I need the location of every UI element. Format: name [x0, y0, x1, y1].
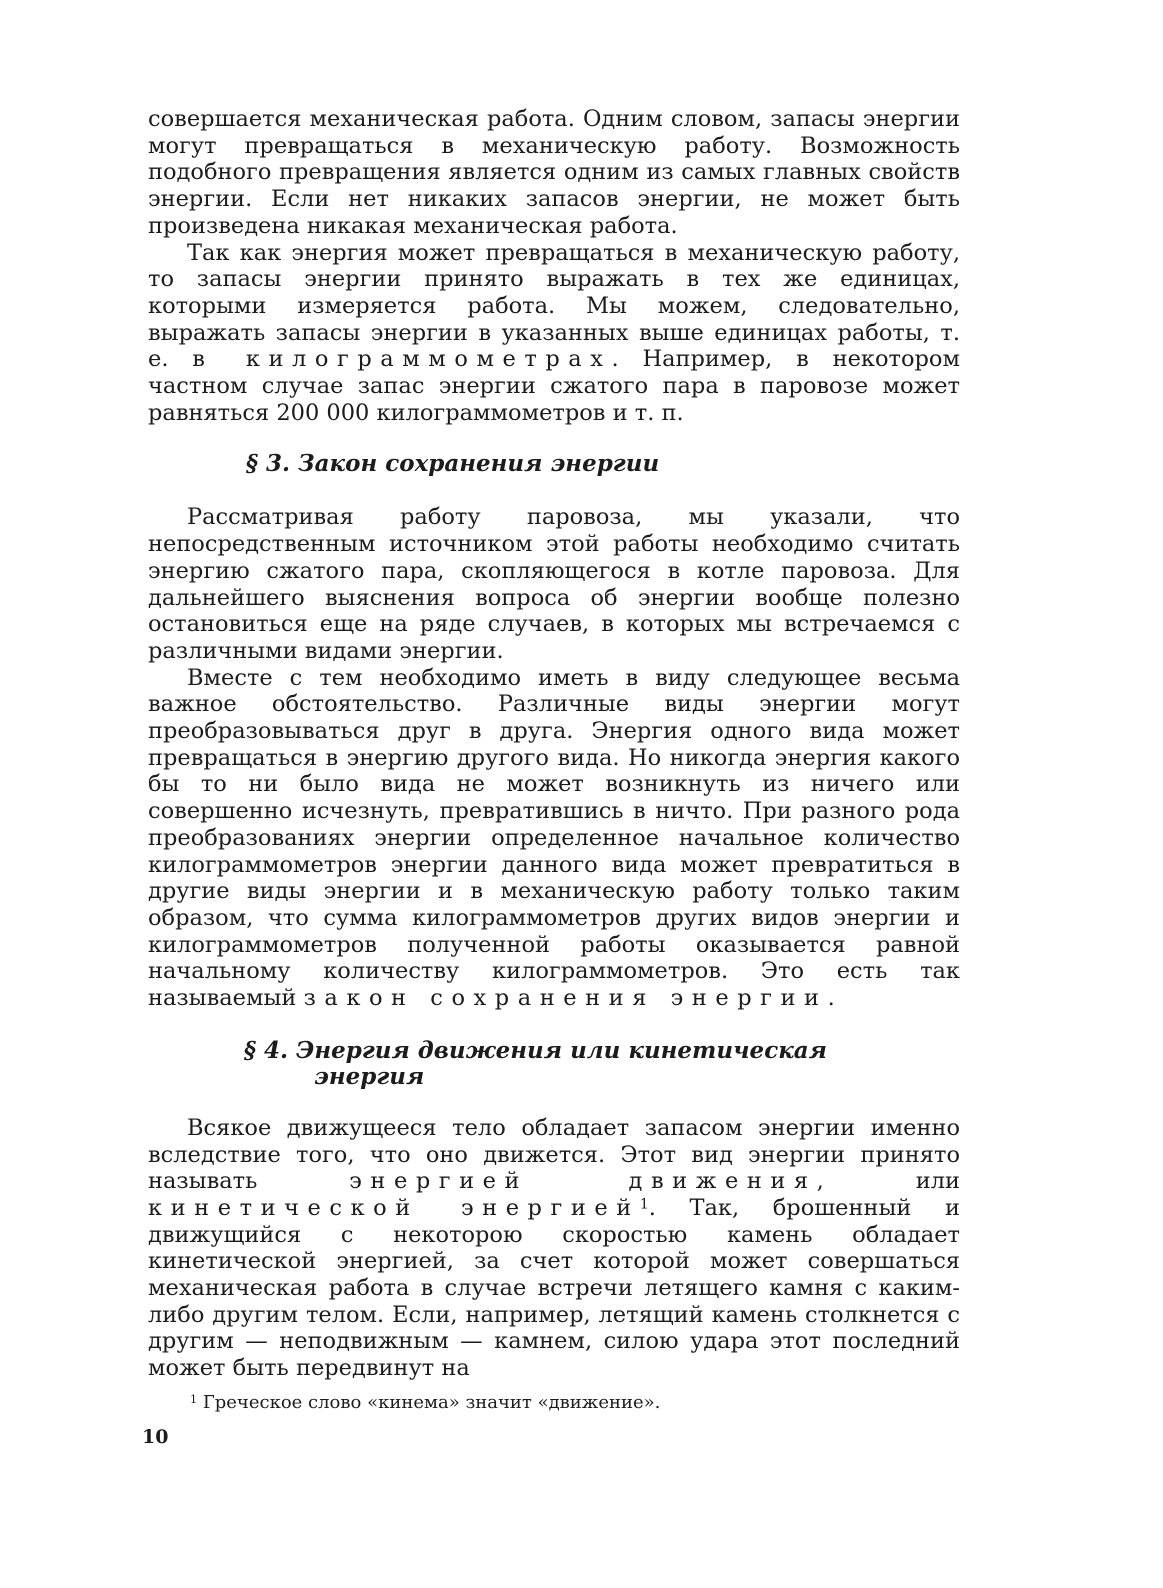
footnote — [190, 1392, 660, 1414]
paragraph-continuation: совершается механическая работа. Одним словом, запасы энергии могут превращаться в механическую работу. Возможность подобного превращения является одним из самых главных свойств энергии. Если нет никаких запасов энергии, не может быть произведена никакая механическая работа. — [148, 106, 960, 239]
section-4-heading-line-1: § 4. Энергия движения или кинетическая — [244, 1036, 827, 1064]
section-3-paragraph-2-text: Вместе с тем необходимо иметь в виду следующее весьма важное обстоятельство. Различные виды энергии могут преобразовываться друг в друга. Энергия одного вида может превращаться в энергию другого вида. Но никогда энергия какого бы то ни было вида не может возникнуть из ничего или совершенно исчезнуть, превратившись в ничто. При разного рода преобразованиях энергии определенное начальное количество килограммометров энергии данного вида может превратиться в другие виды энергии и в механическую работу только таким образом, что сумма килограммометров других видов энергии и килограммометров полученной работы оказывается равной начальному количеству килограммометров. Это есть так называемый — [148, 664, 960, 1012]
footnote-mark: 1 — [190, 1392, 198, 1406]
footnote-text: Греческое слово «кинема» значит «движение». — [202, 1392, 661, 1413]
text-column — [148, 106, 960, 1382]
emphasis-energy-of-motion: энергией движения — [349, 1168, 817, 1195]
page-number: 10 — [142, 1426, 169, 1448]
paragraph-energy-units-text: Так как энергия может превращаться в механическую работу, то запасы энергии принято выражать в тех же единицах, которыми измеряется работа. Мы можем, следовательно, выражать запасы энергии в указанных выше единицах работы, т. е. — [148, 239, 960, 373]
section-3-heading: § 3. Закон сохранения энергии — [246, 450, 660, 478]
section-3-paragraph-2 — [148, 665, 960, 1012]
paragraph-energy-units-tail: . Например, в некотором частном случае запас энергии сжатого пара в паровозе может равняться 200 000 килограммометров и т. п. — [148, 346, 960, 426]
emphasis-kinetic-energy: кинетической энергией — [148, 1194, 640, 1221]
emphasis-kilogrammeters: в килограммометрах — [192, 346, 612, 373]
section-4-heading — [148, 1038, 960, 1090]
section-4-paragraph-1-text-c: . Так, брошенный и движущийся с некоторою скоростью камень обладает кинетической энергией, за счет которой может совершаться механическая работа в случае встречи летящего камня с каким-либо другим телом. Если, например, летящий камень столкнется с другим — неподвижным — камнем, силою удара этот последний может быть передвинут на — [148, 1194, 960, 1382]
footnote-reference-mark: 1 — [639, 1196, 649, 1213]
section-4-paragraph-1-text-a: Всякое движущееся тело обладает запасом энергии именно вследствие того, что оно движется. Этот вид энергии принято называть — [148, 1114, 960, 1195]
paragraph-energy-units — [148, 240, 960, 427]
section-4-paragraph-1-text-b: , или — [816, 1168, 961, 1195]
section-4-heading-line-2: энергия — [314, 1062, 425, 1090]
section-3-paragraph-2-end: . — [827, 985, 835, 1012]
section-4-paragraph-1 — [148, 1115, 960, 1382]
emphasis-conservation-law: закон сохранения энергии — [303, 985, 828, 1012]
section-3-paragraph-1: Рассматривая работу паровоза, мы указали, что непосредственным источником этой работы необходимо считать энергию сжатого пара, скопляющегося в котле паровоза. Для дальнейшего выяснения вопроса об энергии вообще полезно остановиться еще на ряде случаев, в которых мы встречаемся с различными видами энергии. — [148, 504, 960, 664]
